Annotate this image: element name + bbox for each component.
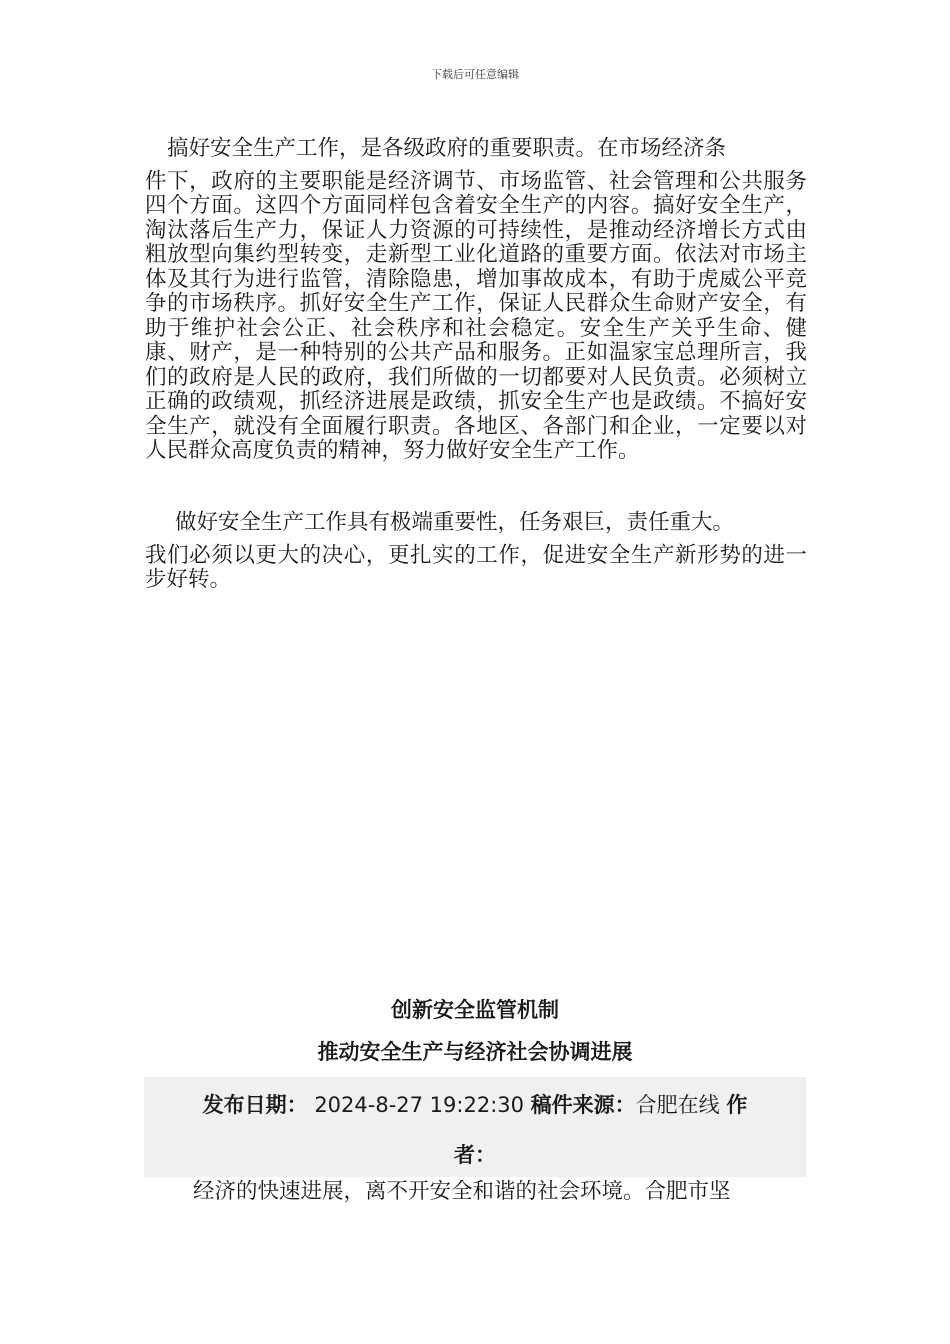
- header-note: 下载后可任意编辑: [431, 68, 519, 81]
- paragraph-2-rest: 我们必须以更大的决心，更扎实的工作，促进安全生产新形势的进一步好转。: [145, 542, 807, 592]
- body-paragraph-1: [145, 137, 807, 464]
- source-value: 合肥在线: [635, 1093, 720, 1117]
- paragraph-1-first-line: 搞好安全生产工作，是各级政府的重要职责。在市场经济条: [167, 136, 727, 161]
- article-title-line-2: 推动安全生产与经济社会协调进展: [317, 1040, 633, 1064]
- source-label: 稿件来源：: [530, 1093, 636, 1117]
- author-label-part2: 者：: [454, 1143, 496, 1167]
- article-meta-line-2: [144, 1139, 806, 1169]
- article-meta-box: [144, 1077, 806, 1177]
- article-meta-line: [144, 1089, 806, 1119]
- body-paragraph-2: [145, 511, 807, 593]
- article-first-paragraph: 经济的快速进展，离不开安全和谐的社会环境。合肥市坚: [193, 1180, 731, 1204]
- date-value: 2024-8-27 19:22:30: [314, 1093, 524, 1117]
- author-label-part1: 作: [726, 1093, 748, 1117]
- paragraph-1-rest: 件下，政府的主要职能是经济调节、市场监管、社会管理和公共服务四个方面。这四个方面同样包含着安全生产的内容。搞好安全生产，淘汰落后生产力，保证人力资源的可持续性，是推动经济增长方式由粗放型向集约型转变，走新型工业化道路的重要方面。依法对市场主体及其行为进行监管，清除隐患，增加事故成本，有助于虎威公平竞争的市场秩序。抓好安全生产工作，保证人民群众生命财产安全，有助于维护社会公正、社会秩序和社会稳定。安全生产关乎生命、健康、财产，是一种特别的公共产品和服务。正如温家宝总理所言，我们的政府是人民的政府，我们所做的一切都要对人民负责。必须树立正确的政绩观，抓经济进展是政绩，抓安全生产也是政绩。不搞好安全生产，就没有全面履行职责。各地区、各部门和企业，一定要以对人民群众高度负责的精神，努力做好安全生产工作。: [145, 168, 807, 463]
- article-title-line-1: 创新安全监管机制: [391, 998, 559, 1022]
- paragraph-2-first-line: 做好安全生产工作具有极端重要性，任务艰巨，责任重大。: [175, 510, 735, 535]
- date-label: 发布日期：: [202, 1093, 308, 1117]
